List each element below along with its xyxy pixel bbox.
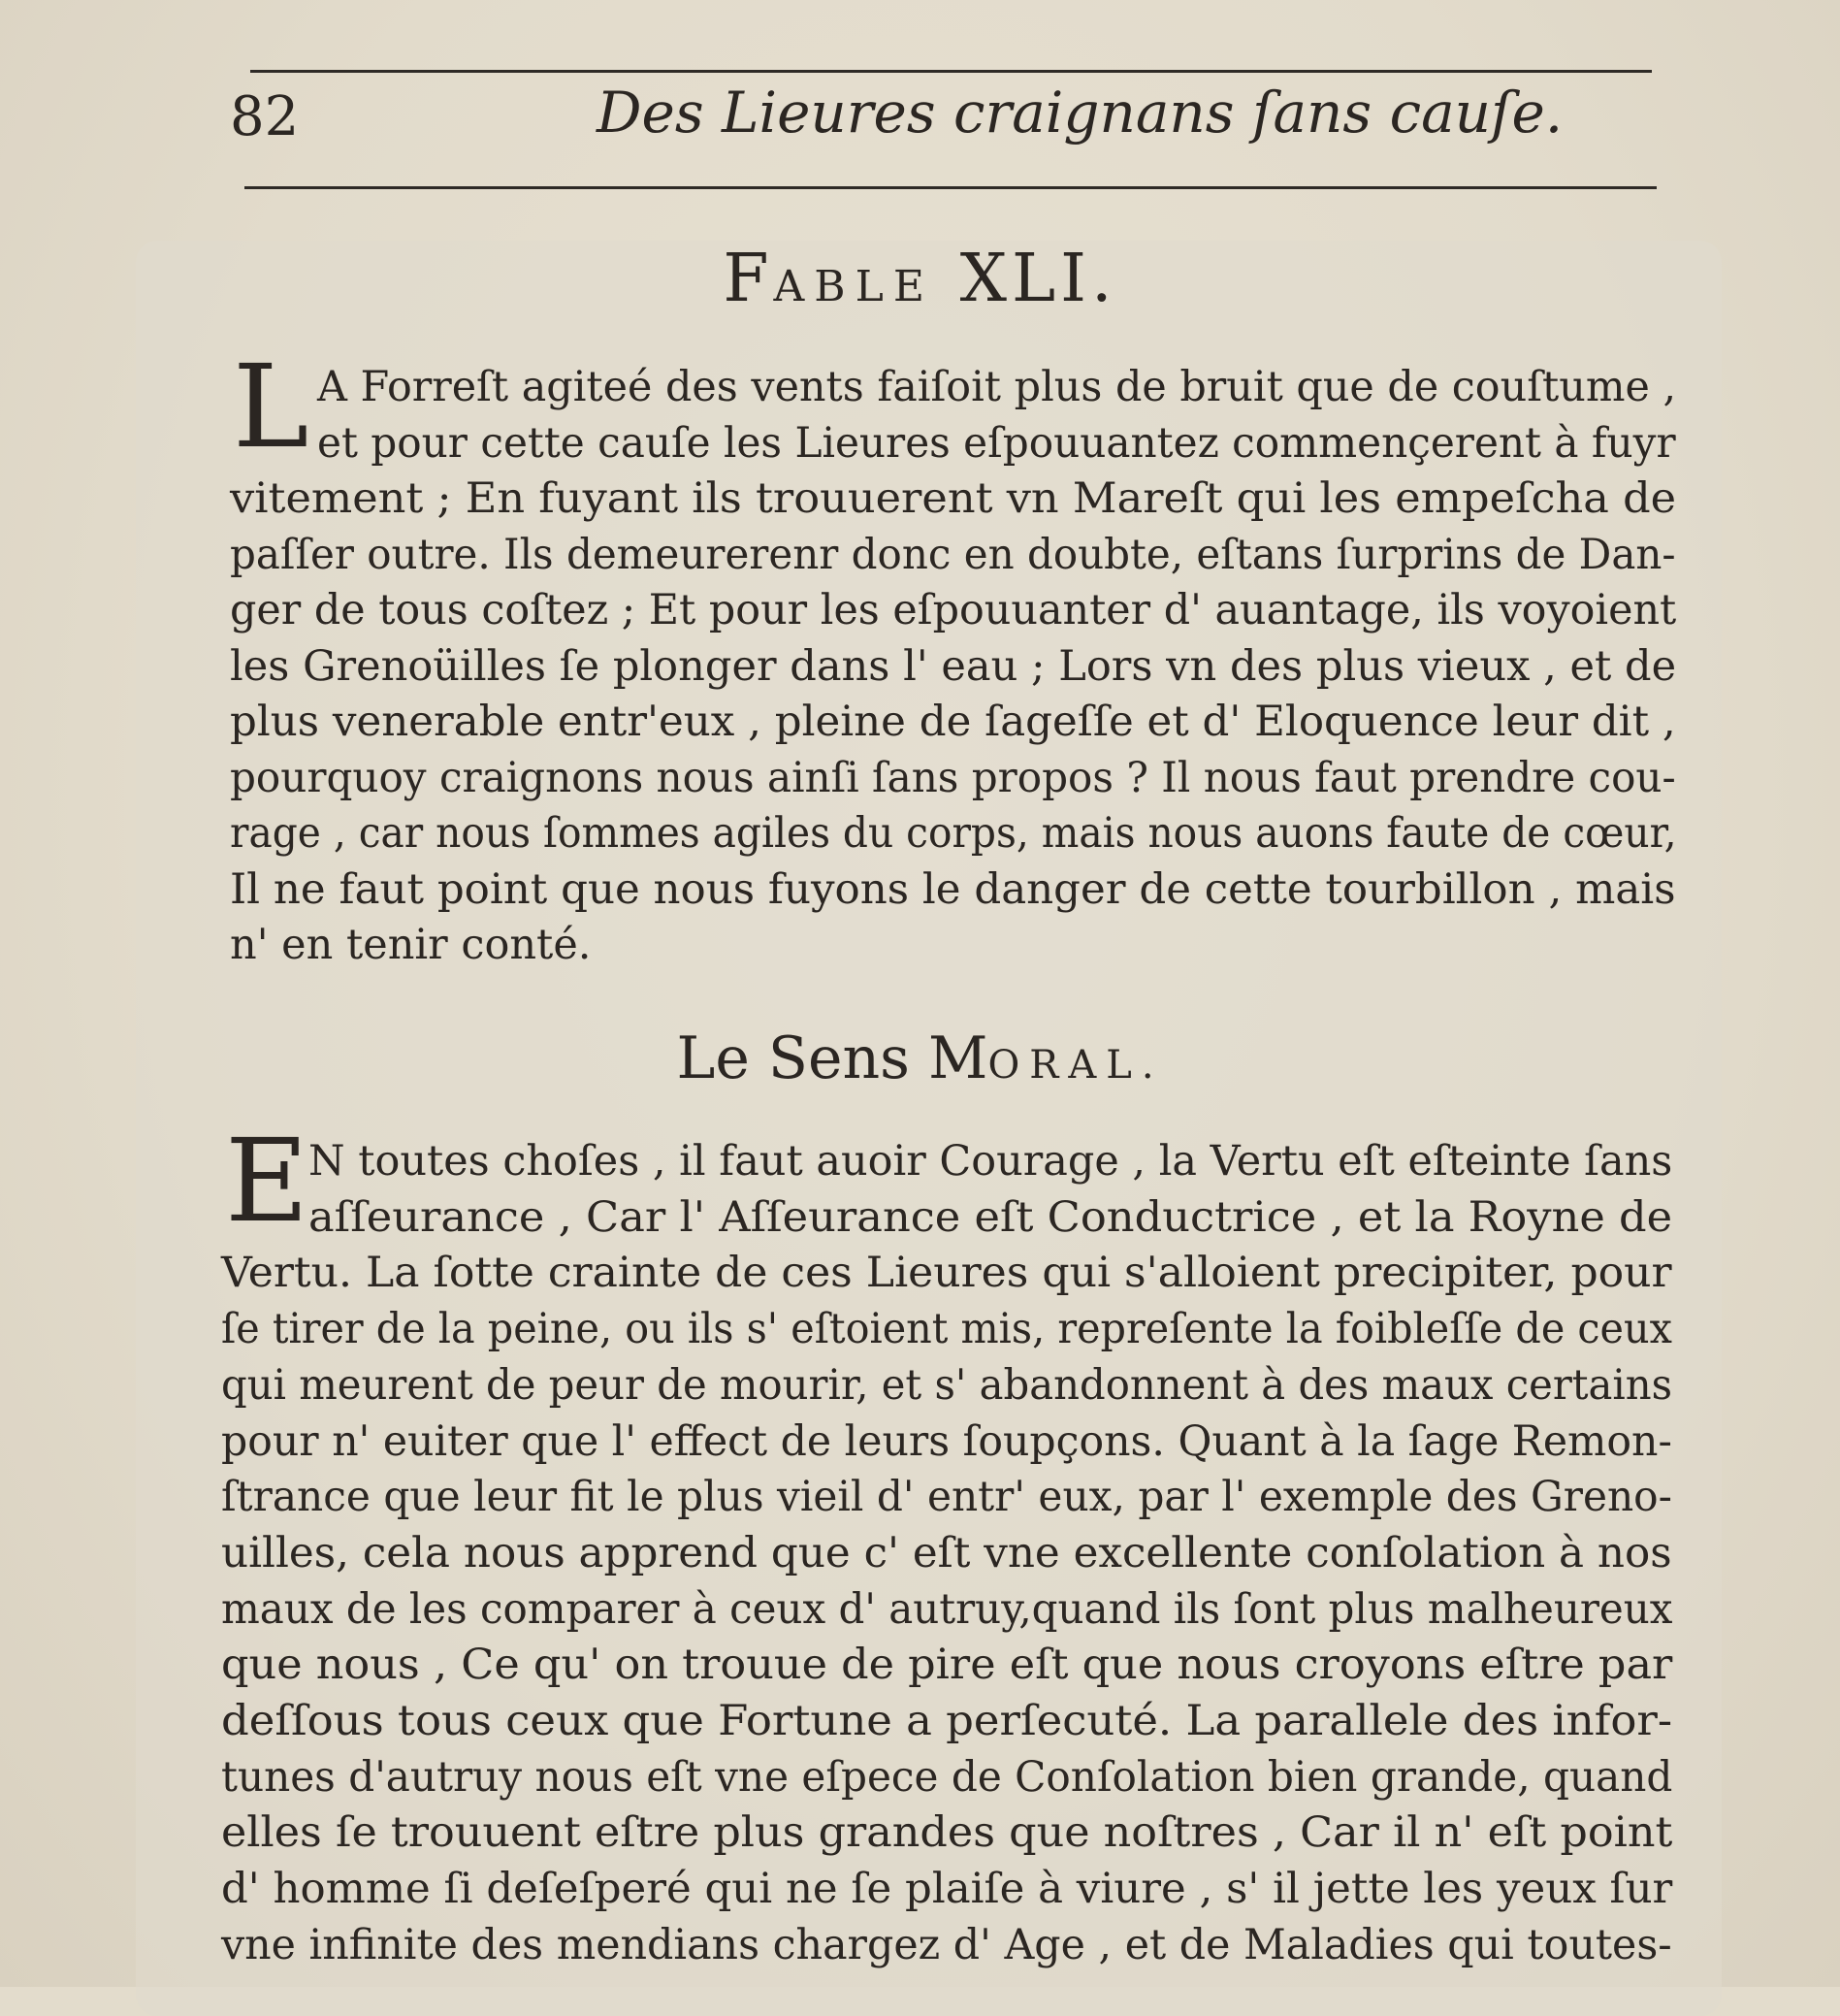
moral-line: Vertu. La ſotte crainte de ces Lieures qui s'alloient precipiter, pour [221, 1249, 1672, 1298]
header-rule-top [250, 70, 1652, 73]
moral-line: qui meurent de peur de mourir, et s' abandonnent à des maux certains [221, 1360, 1673, 1410]
fable-line: Il ne faut point que nous fuyons le danger de cette tourbillon , mais [230, 864, 1676, 914]
moral-line: ſe tirer de la peine, ou ils s' eſtoient mis, repreſente la foibleſſe de ceux [221, 1305, 1672, 1354]
header-rule-bottom [244, 186, 1657, 189]
fable-drop-cap: L [233, 340, 309, 473]
moral-line: N toutes choſes , il faut auoir Courage , la Vertu eſt eſteinte ſans [308, 1137, 1673, 1186]
moral-title [0, 1024, 1840, 1092]
moral-line: aſſeurance , Car l' Aſſeurance eſt Conductrice , et la Royne de [308, 1192, 1673, 1242]
fable-title-initial: F [723, 241, 774, 317]
moral-line: tunes d'autruy nous eſt vne eſpece de Conſolation bien grande, quand [221, 1752, 1673, 1802]
fable-line: rage , car nous ſommes agiles du corps, mais nous auons faute de cœur, [230, 809, 1677, 858]
moral-title-smallcaps: ORAL. [987, 1043, 1164, 1088]
fable-title-smallcaps: ABLE [773, 262, 934, 311]
fable-line: A Forreſt agiteé des vents faiſoit plus de bruit que de couſtume , [317, 363, 1677, 411]
moral-line: elles ſe trouuent eſtre plus grandes que noſtres , Car il n' eſt point [221, 1808, 1673, 1858]
fable-line: vitement ; En fuyant ils trouuerent vn Mareſt qui les empeſcha de [230, 474, 1677, 523]
moral-title-lead: Le Sens [676, 1024, 929, 1092]
moral-line: que nous , Ce qu' on trouue de pire eſt que nous croyons eſtre par [221, 1641, 1673, 1690]
fable-line: les Grenoüilles ſe plonger dans l' eau ; Lors vn des plus vieux , et de [230, 641, 1677, 691]
fable-line: paſſer outre. Ils demeurerenr donc en doubte, eſtans ſurprins de Dan- [230, 530, 1676, 579]
fable-line: pourquoy craignons nous ainſi ſans propos ? Il nous faut prendre cou- [230, 753, 1676, 802]
moral-title-initial: M [928, 1024, 988, 1092]
moral-line: uilles, cela nous apprend que c' eſt vne excellente conſolation à nos [221, 1528, 1672, 1577]
fable-line: ger de tous coſtez ; Et pour les eſpouuanter d' auantage, ils voyoient [230, 586, 1677, 634]
running-head: Des Lieures craignans ſans cauſe. [597, 80, 1564, 146]
moral-line: deſſous tous ceux que Fortune a perſecuté. La parallele des infor- [221, 1697, 1673, 1745]
fable-line: n' en tenir conté. [230, 921, 592, 969]
fable-line: et pour cette cauſe les Lieures eſpouuantez commençerent à fuyr [317, 418, 1676, 468]
moral-drop-cap: E [225, 1114, 309, 1248]
moral-line: d' homme ſi deſeſperé qui ne ſe plaiſe à viure , s' il jette les yeux ſur [221, 1865, 1673, 1914]
fable-title-numeral: XLI. [933, 241, 1117, 317]
moral-line: vne infinite des mendians chargez d' Age , et de Maladies qui toutes- [221, 1920, 1672, 1969]
moral-line: maux de les comparer à ceux d' autruy,quand ils ſont plus malheureux [221, 1584, 1673, 1634]
page-number: 82 [230, 85, 300, 148]
moral-line: ſtrance que leur fit le plus vieil d' entr' eux, par l' exemple des Greno- [221, 1473, 1672, 1522]
moral-line: pour n' euiter que l' effect de leurs ſoupçons. Quant à la ſage Remon- [221, 1416, 1672, 1466]
fable-title [0, 241, 1840, 317]
fable-line: plus venerable entr'eux , pleine de ſageſſe et d' Eloquence leur dit , [230, 698, 1676, 746]
